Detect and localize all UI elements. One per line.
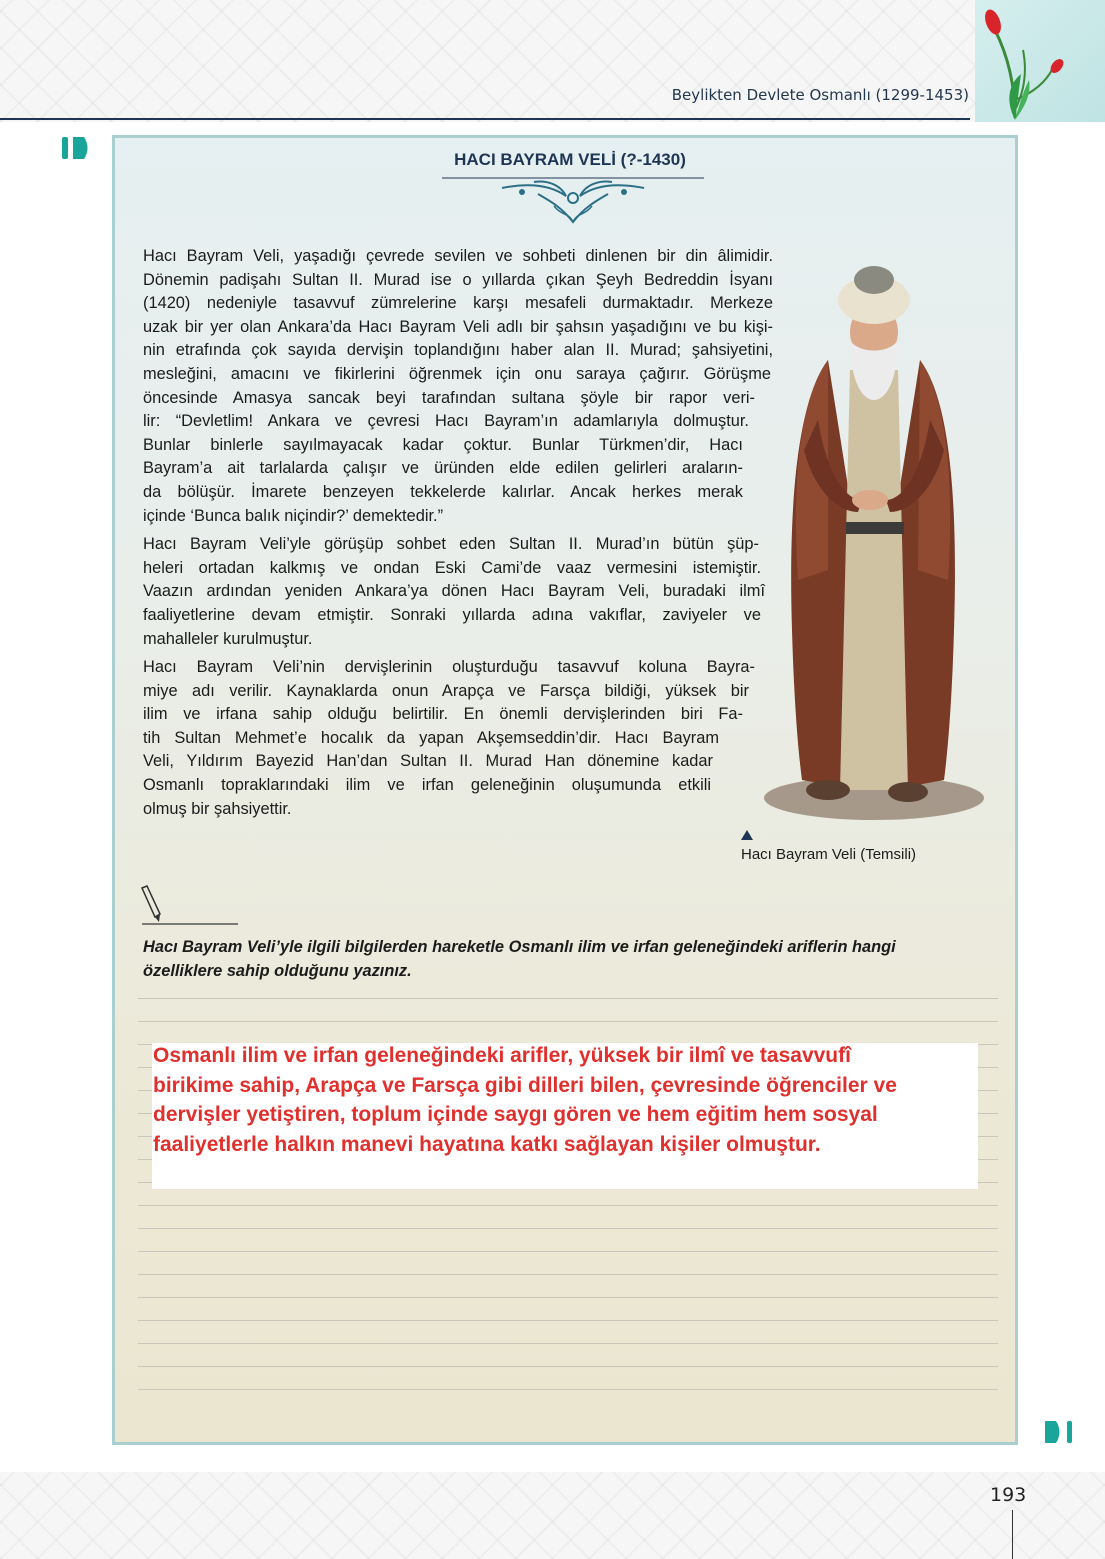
text-line: (1420) nedeniyle tasavvuf zümrelerine karşı mesafeli durmaktadır. Merkeze: [143, 294, 773, 313]
text-line: uzak bir yer olan Ankara’da Hacı Bayram Veli adlı bir şahsın yaşadığını ve bu kişi-: [143, 317, 773, 336]
text-line: içinde ‘Bunca balık niçindir?’ demektedir.”: [143, 506, 444, 525]
chapter-header: Beylikten Devlete Osmanlı (1299-1453): [671, 86, 969, 104]
text-line: Bunlar binlerle sayılmayacak kadar çoktur. Bunlar Türkmen’dir, Hacı: [143, 435, 743, 454]
text-line: öncesinde Amasya sancak beyi tarafından sultana şöyle bir rapor veri-: [143, 388, 755, 407]
text-line: mahalleler kurulmuştur.: [143, 629, 313, 648]
article-title: HACI BAYRAM VELİ (?-1430): [454, 150, 686, 169]
portrait-illustration: [758, 250, 990, 830]
paragraph-3: [143, 656, 773, 821]
text-line: Vaazın ardından yeniden Ankara’ya dönen Hacı Bayram Veli, buradaki ilmî: [143, 582, 765, 601]
question-line: özelliklere sahip olduğunu yazınız.: [143, 962, 412, 980]
text-line: mesleğini, amacını ve fikirlerini öğrenmek için onu saraya çağırır. Görüşme: [143, 364, 771, 383]
writing-line: [138, 1320, 998, 1321]
question-line: Hacı Bayram Veli’yle ilgili bilgilerden hareketle Osmanlı ilim ve irfan geleneğindeki ariflerin hangi: [143, 938, 896, 956]
text-line: Hacı Bayram Veli, yaşadığı çevrede sevilen ve sohbeti dinlenen bir din âlimidir.: [143, 247, 773, 265]
text-line: Veli, Yıldırım Bayezid Han’dan Sultan II. Murad Han dönemine kadar: [143, 752, 713, 771]
text-line: faaliyetlerine devam etmiştir. Sonraki yıllarda adına vakıflar, zaviyeler ve: [143, 605, 761, 624]
text-line: Dönemin padişahı Sultan II. Murad ise o yıllarda çıkan Şeyh Bedreddin İsyanı: [143, 270, 773, 289]
writing-line: [138, 1343, 998, 1344]
text-line: Hacı Bayram Veli’yle görüşüp sohbet eden Sultan II. Murad’ın bütün şüp-: [143, 535, 759, 554]
writing-line: [138, 998, 998, 999]
text-line: lir: “Devletlim! Ankara ve çevresi Hacı Bayram’ın adamlarıyla dolmuştur.: [143, 412, 749, 431]
text-line: Osmanlı topraklarındaki ilim ve irfan geleneğinin oluşumunda etkili: [143, 776, 711, 795]
writing-line: [138, 1297, 998, 1298]
activity-question: [143, 935, 993, 983]
nav-end-icon[interactable]: [1043, 1420, 1073, 1444]
answer-text[interactable]: [153, 1041, 973, 1159]
header-divider: [0, 118, 970, 120]
writing-line: [138, 1389, 998, 1390]
writing-line: [138, 1274, 998, 1275]
answer-line: Osmanlı ilim ve irfan geleneğindeki arifler, yüksek bir ilmî ve tasavvufî: [153, 1044, 851, 1067]
text-line: tih Sultan Mehmet’e hocalık da yapan Akşemseddin’dir. Hacı Bayram: [143, 728, 719, 747]
text-line: da bölüşür. İmarete benzeyen tekkelerde kalırlar. Ancak herkes merak: [143, 482, 743, 501]
writing-line: [138, 1205, 998, 1206]
writing-line: [138, 1251, 998, 1252]
text-line: Hacı Bayram Veli’nin dervişlerinin oluşturduğu tasavvuf koluna Bayra-: [143, 658, 755, 677]
portrait-caption: Hacı Bayram Veli (Temsili): [741, 846, 917, 863]
page-number: 193: [990, 1484, 1027, 1506]
paragraph-1: [143, 245, 773, 528]
top-corner-panel: [975, 0, 1105, 122]
writing-line: [138, 1228, 998, 1229]
answer-line: dervişler yetiştiren, toplum içinde saygı gören ve hem eğitim hem sosyal: [153, 1103, 878, 1126]
text-line: miye adı verilir. Kaynaklarda onun Arapça ve Farsça bildiği, yüksek bir: [143, 681, 749, 700]
writing-line: [138, 1021, 998, 1022]
tulip-icon: [975, 0, 1105, 122]
caption-triangle-icon: [741, 830, 753, 840]
text-line: Bayram’a ait tarlalarda çalışır ve üründen elde edilen gelirleri araların-: [143, 459, 743, 478]
page-number-tick: [1012, 1510, 1013, 1559]
article-body: [143, 245, 773, 826]
text-line: heleri ortadan kalkmış ve ondan Eski Cami’de vaaz vermesini istemiştir.: [143, 558, 761, 577]
writing-line: [138, 1366, 998, 1367]
text-line: ilim ve irfana sahip olduğu belirtilir. En önemli dervişlerinden biri Fa-: [143, 705, 743, 724]
ornament-icon: [442, 172, 704, 230]
text-line: nin etrafında çok sayıda dervişin toplandığını haber alan II. Murad; şahsiyetini,: [143, 341, 773, 360]
text-line: olmuş bir şahsiyettir.: [143, 799, 292, 818]
paragraph-2: [143, 533, 773, 651]
answer-line: birikime sahip, Arapça ve Farsça gibi dilleri bilen, çevresinde öğrenciler ve: [153, 1073, 897, 1097]
bottom-decorative-band: [0, 1472, 1105, 1559]
pencil-icon: [138, 884, 238, 926]
answer-line: faaliyetlerle halkın manevi hayatına katkı sağlayan kişiler olmuştur.: [153, 1132, 821, 1156]
